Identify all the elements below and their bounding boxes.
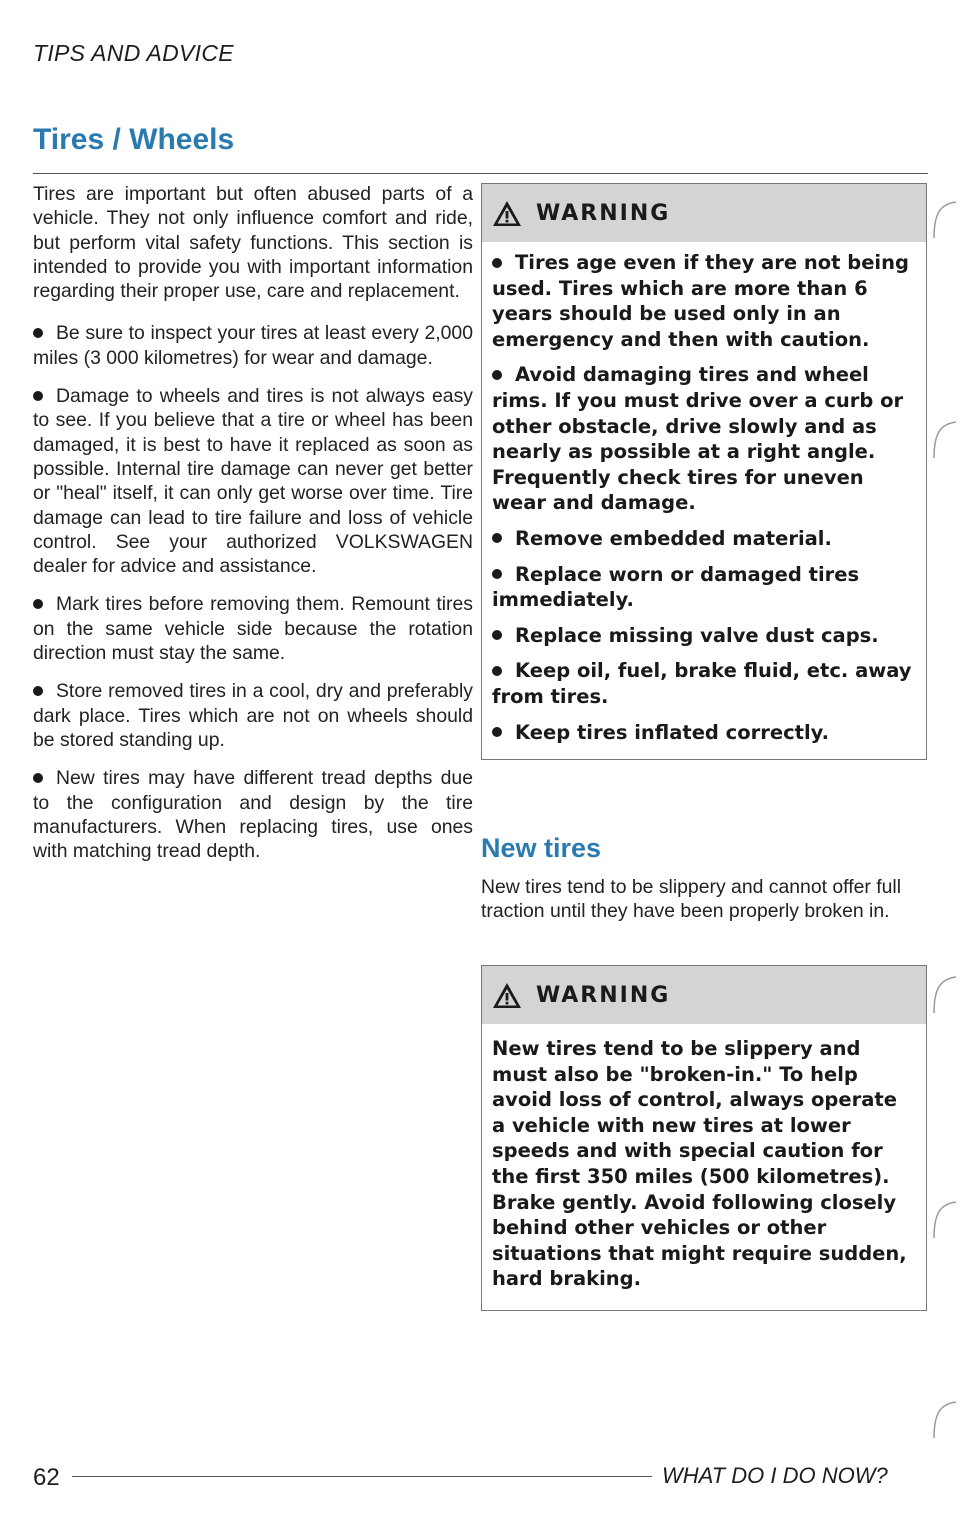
footer-divider [72, 1476, 652, 1477]
bullet-icon [492, 666, 502, 676]
warning-item-text: Avoid damaging tires and wheel rims. If you must drive over a curb or other obstacle, drive slowly and as nearly as possible at a right angle. Frequently check tires for uneven wear and damage. [492, 363, 904, 515]
bullet-text: New tires may have different tread depths due to the configuration and design by the tire manufacturers. When replacing tires, use ones with matching tread depth. [33, 767, 473, 863]
section-header: TIPS AND ADVICE [33, 40, 234, 66]
warning-item-text: Replace missing valve dust caps. [515, 623, 879, 647]
warning-body [482, 1024, 926, 1310]
warning-item [492, 562, 916, 613]
warning-item [492, 526, 916, 552]
bullet-icon [492, 533, 502, 543]
margin-mark-icon [930, 200, 958, 240]
warning-body [482, 242, 926, 759]
margin-mark-icon [930, 1200, 958, 1240]
bullet-icon [492, 569, 502, 579]
new-tires-heading: New tires [481, 833, 602, 863]
warning-item [492, 362, 916, 516]
page-number: 62 [33, 1464, 60, 1491]
warning-label: WARNING [536, 200, 671, 226]
bullet-text: Mark tires before removing them. Remount tires on the same vehicle side because the rotation direction must stay the same. [33, 593, 473, 665]
warning-item-text: Tires age even if they are not being used. Tires which are more than 6 years should be used only in an emergency and then with caution. [492, 251, 909, 351]
new-tires-paragraph: New tires tend to be slippery and cannot offer full traction until they have been properly broken in. [481, 876, 902, 923]
warning-item-text: Remove embedded material. [515, 526, 832, 550]
bullet-item [33, 766, 473, 863]
page-title: Tires / Wheels [33, 123, 235, 156]
bullet-icon [492, 258, 502, 268]
intro-paragraph: Tires are important but often abused parts of a vehicle. They not only influence comfort and ride, but perform vital safety functions. This section is intended to provide you with important information regarding their proper use, care and replacement. [33, 183, 473, 303]
margin-mark-icon [930, 420, 958, 460]
bullet-icon [33, 391, 43, 401]
title-divider [33, 173, 928, 174]
bullet-icon [492, 370, 502, 380]
bullet-icon [33, 773, 43, 783]
bullet-icon [33, 686, 43, 696]
warning-text: New tires tend to be slippery and must also be "broken-in." To help avoid loss of control, always operate a vehicle with new tires at lower speeds and with special caution for the first 350 miles (500 kilometres). Brake gently. Avoid following closely behind other vehicles or other situations that might require sudden, hard braking. [492, 1037, 907, 1291]
warning-box-tire-care [481, 183, 927, 760]
margin-mark-icon [930, 975, 958, 1015]
bullet-icon [492, 630, 502, 640]
footer-chapter-title: WHAT DO I DO NOW? [662, 1463, 888, 1488]
bullet-item [33, 679, 473, 752]
warning-item [492, 250, 916, 352]
warning-box-new-tires [481, 965, 927, 1311]
warning-item-text: Keep tires inflated correctly. [515, 720, 829, 744]
warning-item-text: Keep oil, fuel, brake fluid, etc. away from tires. [492, 659, 912, 708]
warning-label: WARNING [536, 982, 671, 1008]
bullet-text: Store removed tires in a cool, dry and preferably dark place. Tires which are not on wheels should be stored standing up. [33, 680, 473, 751]
bullet-icon [33, 328, 43, 338]
bullet-icon [33, 599, 43, 609]
bullet-item [33, 321, 473, 370]
warning-item [492, 623, 916, 649]
warning-item-text: Replace worn or damaged tires immediately. [492, 562, 860, 612]
bullet-text: Be sure to inspect your tires at least every 2,000 miles (3 000 kilometres) for wear and damage. [33, 322, 473, 369]
warning-header [482, 184, 926, 242]
left-column [33, 182, 473, 877]
warning-triangle-icon [492, 982, 522, 1009]
warning-header [482, 966, 926, 1024]
bullet-icon [492, 727, 502, 737]
bullet-item [33, 384, 473, 578]
margin-mark-icon [930, 1400, 958, 1440]
warning-triangle-icon [492, 200, 522, 227]
warning-item [492, 658, 916, 709]
bullet-text: Damage to wheels and tires is not always easy to see. If you believe that a tire or wheel has been damaged, it is best to have it replaced as soon as possible. Internal tire damage can never get better or "heal" itself, it can only get worse over time. Tire damage can lead to tire failure and loss of vehicle control. See your authorized VOLKSWAGEN dealer for advice and assistance. [33, 385, 473, 578]
bullet-item [33, 592, 473, 665]
warning-item [492, 720, 916, 746]
